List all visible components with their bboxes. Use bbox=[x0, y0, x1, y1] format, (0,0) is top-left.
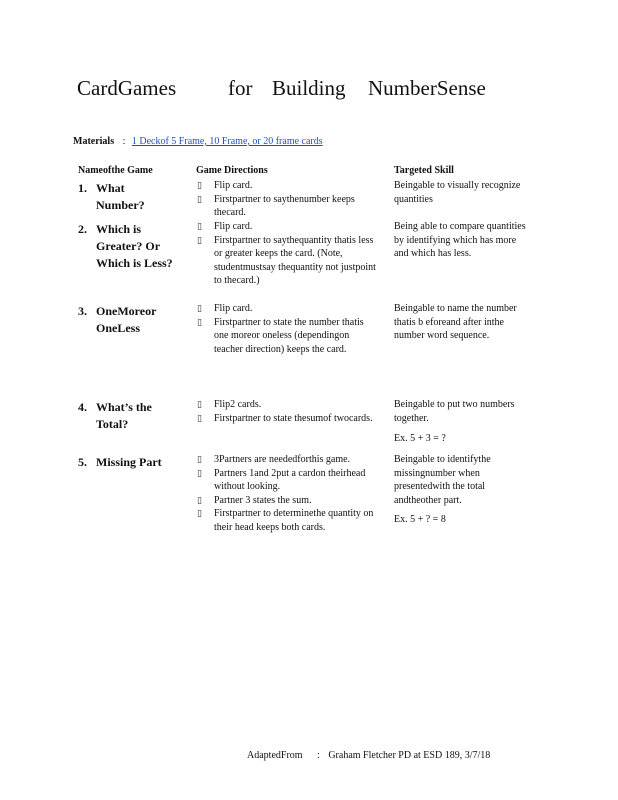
game-skill: Beingable to visually recognize quantities bbox=[394, 180, 521, 205]
game-name: OneMoreor OneLess bbox=[96, 304, 157, 335]
game-number: 5. bbox=[78, 455, 87, 469]
game-number: 3. bbox=[78, 304, 87, 318]
game-skill: Being able to compare quantities by identifying which has more and which has less. bbox=[394, 221, 526, 260]
direction-item: ▯ Partner 3 states the sum. bbox=[197, 494, 312, 506]
direction-item: ▯ Partners 1and 2put a cardon theirhead without looking. bbox=[197, 467, 366, 493]
game-skill bbox=[394, 453, 529, 527]
game-directions bbox=[197, 220, 377, 288]
direction-item: ▯ Firstpartner to saythequantity thatis less or greater keeps the card. (Note, studentmustsay thequantity not justpoint to thecard.) bbox=[197, 234, 376, 287]
bullet-icon: ▯ bbox=[197, 454, 202, 464]
game-directions bbox=[197, 398, 377, 425]
materials-line bbox=[73, 136, 323, 147]
game-number: 1. bbox=[78, 181, 87, 195]
direction-item: ▯ Flip card. bbox=[197, 221, 253, 232]
direction-item: ▯ Firstpartner to state the number thatis one moreor oneless (dependingon teacher direction) keeps the card. bbox=[197, 316, 364, 355]
direction-item: ▯ Firstpartner to state thesumof twocards. bbox=[197, 412, 373, 424]
bullet-icon: ▯ bbox=[197, 399, 202, 409]
materials-link[interactable]: 1 Deckof 5 Frame, 10 Frame, or 20 frame cards bbox=[131, 136, 323, 147]
title-word: NumberSense bbox=[368, 76, 486, 100]
direction-item: ▯ Flip2 cards. bbox=[197, 399, 262, 410]
game-name: Missing Part bbox=[96, 455, 162, 469]
bullet-icon: ▯ bbox=[197, 234, 202, 245]
game-name: What’s the Total? bbox=[96, 400, 152, 431]
direction-item: ▯ Flip card. bbox=[197, 180, 253, 191]
bullet-icon: ▯ bbox=[197, 412, 202, 423]
skill-text: Beingable to put two numbers together. bbox=[394, 399, 515, 424]
direction-item: ▯ 3Partners are neededforthis game. bbox=[197, 454, 351, 465]
game-skill: Beingable to name the number thatis b eforeand after inthe number word sequence. bbox=[394, 303, 517, 342]
bullet-icon: ▯ bbox=[197, 193, 202, 204]
direction-item: ▯ Firstpartner to determinethe quantity on their head keeps both cards. bbox=[197, 508, 374, 533]
direction-item: ▯ Flip card. bbox=[197, 303, 253, 314]
title-word: for bbox=[228, 76, 253, 100]
skill-example: Ex. 5 + 3 = ? bbox=[394, 433, 446, 445]
header-skill: Targeted Skill bbox=[394, 165, 454, 176]
game-directions bbox=[197, 453, 377, 535]
footer-attribution bbox=[247, 750, 490, 761]
bullet-icon: ▯ bbox=[197, 494, 202, 505]
title-word: CardGames bbox=[77, 76, 177, 100]
game-directions bbox=[197, 179, 377, 220]
footer-value: Graham Fletcher PD at ESD 189, 3/7/18 bbox=[328, 750, 491, 761]
materials-label: Materials bbox=[73, 136, 115, 147]
footer-separator: : bbox=[317, 750, 320, 761]
game-name: What Number? bbox=[96, 181, 145, 212]
title-word: Building bbox=[272, 76, 346, 100]
game-name: Which is Greater? Or Which is Less? bbox=[96, 222, 173, 270]
bullet-icon: ▯ bbox=[197, 180, 202, 190]
bullet-icon: ▯ bbox=[197, 467, 202, 478]
bullet-icon: ▯ bbox=[197, 508, 202, 519]
game-directions bbox=[197, 302, 377, 356]
game-number: 2. bbox=[78, 222, 87, 236]
bullet-icon: ▯ bbox=[197, 221, 202, 231]
skill-text: Beingable to identifythe missingnumber when presentedwith the total andtheother part. bbox=[394, 454, 491, 506]
header-directions: Game Directions bbox=[196, 165, 268, 176]
materials-separator: : bbox=[122, 136, 126, 147]
game-number: 4. bbox=[78, 400, 87, 414]
footer-label: AdaptedFrom bbox=[247, 750, 303, 761]
skill-example: Ex. 5 + ? = 8 bbox=[394, 514, 446, 526]
direction-item: ▯ Firstpartner to saythenumber keeps thecard. bbox=[197, 193, 355, 219]
game-skill bbox=[394, 398, 529, 446]
header-game-name: Nameofthe Game bbox=[78, 165, 153, 176]
bullet-icon: ▯ bbox=[197, 316, 202, 327]
bullet-icon: ▯ bbox=[197, 303, 202, 313]
